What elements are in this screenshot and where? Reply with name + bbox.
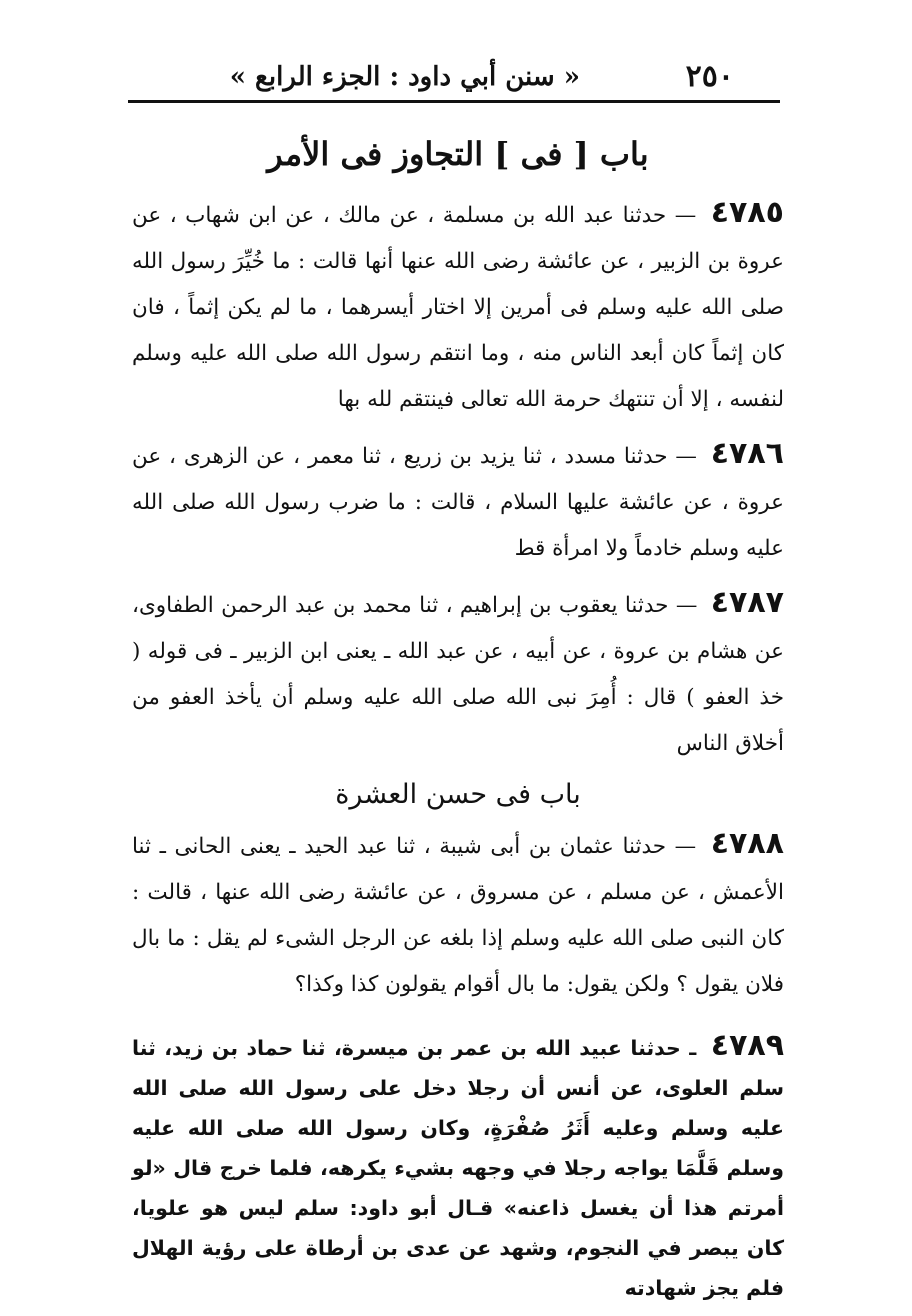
hadith-text: ـ حدثنا عبيد الله بن عمر بن ميسرة، ثنا حماد بن زيد، ثنا سلم العلوى، عن أنس أن رجلا دخل على رسول الله صلى الله عليه وسلم وعليه أَثَرُ صُفْرَةٍ، وكان رسول الله صلى الله عليه وسلم قَلَّمَا يواجه رجلا في وجهه بشيء يكرهه، فلما خرج قال «لو أمرتم هذا أن يغسل ذاعنه» قـال أبو داود: سلم ليس هو علويا، كان يبصر في النجوم، وشهد عن عدى بن أرطاة على رؤية الهلال فلم يجز شهادته: [132, 1036, 784, 1300]
page-number: ٢٥٠: [685, 59, 734, 94]
hadith-entry: [132, 1026, 784, 1308]
header-rule: [128, 100, 780, 103]
hadith-number: ٤٧٨٩: [710, 1028, 785, 1063]
hadith-text: — حدثنا مسدد ، ثنا يزيد بن زريع ، ثنا معمر ، عن الزهرى ، عن عروة ، عن عائشة عليها السلام ، قالت : ما ضرب رسول الله صلى الله عليه وسلم خادماً ولا امرأة قط: [132, 444, 784, 561]
hadith-entry: [132, 190, 784, 423]
section-heading: باب فى حسن العشرة: [335, 779, 581, 810]
hadith-entry: [132, 580, 784, 767]
hadith-number: ٤٧٨٦: [710, 436, 784, 471]
hadith-number: ٤٧٨٧: [710, 585, 784, 620]
hadith-entry: [132, 821, 784, 1008]
hadith-text: — حدثنا يعقوب بن إبراهيم ، ثنا محمد بن عبد الرحمن الطفاوى، عن هشام بن عروة ، عن أبيه ، عن عبد الله ـ يعنى ابن الزبير ـ فى قوله ( خذ العفو ) قال : أُمِرَ نبى الله صلى الله عليه وسلم أن يأخذ العفو من أخلاق الناس: [132, 593, 784, 756]
hadith-number: ٤٧٨٨: [710, 826, 784, 861]
hadith-text: — حدثنا عبد الله بن مسلمة ، عن مالك ، عن ابن شهاب ، عن عروة بن الزبير ، عن عائشة رضى الله عنها أنها قالت : ما خُيِّرَ رسول الله صلى الله عليه وسلم فى أمرين إلا اختار أيسرهما ، ما لم يكن إثماً ، فان كان إثماً كان أبعد الناس منه ، وما انتقم رسول الله صلى الله عليه وسلم لنفسه ، إلا أن تنتهك حرمة الله تعالى فينتقم لله بها: [132, 203, 784, 412]
running-title: « سنن أبي داود : الجزء الرابع »: [229, 62, 580, 92]
page-header: [128, 58, 780, 98]
hadith-number: ٤٧٨٥: [710, 195, 784, 230]
text-column: [132, 132, 784, 1316]
hadith-entry: [132, 431, 784, 572]
hadith-text: — حدثنا عثمان بن أبى شيبة ، ثنا عبد الحيد ـ يعنى الحانى ـ ثنا الأعمش ، عن مسلم ، عن مسروق ، عن عائشة رضى الله عنها ، قالت : كان النبى صلى الله عليه وسلم إذا بلغه عن الرجل الشىء لم يقل : ما بال فلان يقول ؟ ولكن يقول: ما بال أقوام يقولون كذا وكذا؟: [132, 834, 784, 997]
section-heading: باب [ فى ] التجاوز فى الأمر: [267, 135, 649, 173]
